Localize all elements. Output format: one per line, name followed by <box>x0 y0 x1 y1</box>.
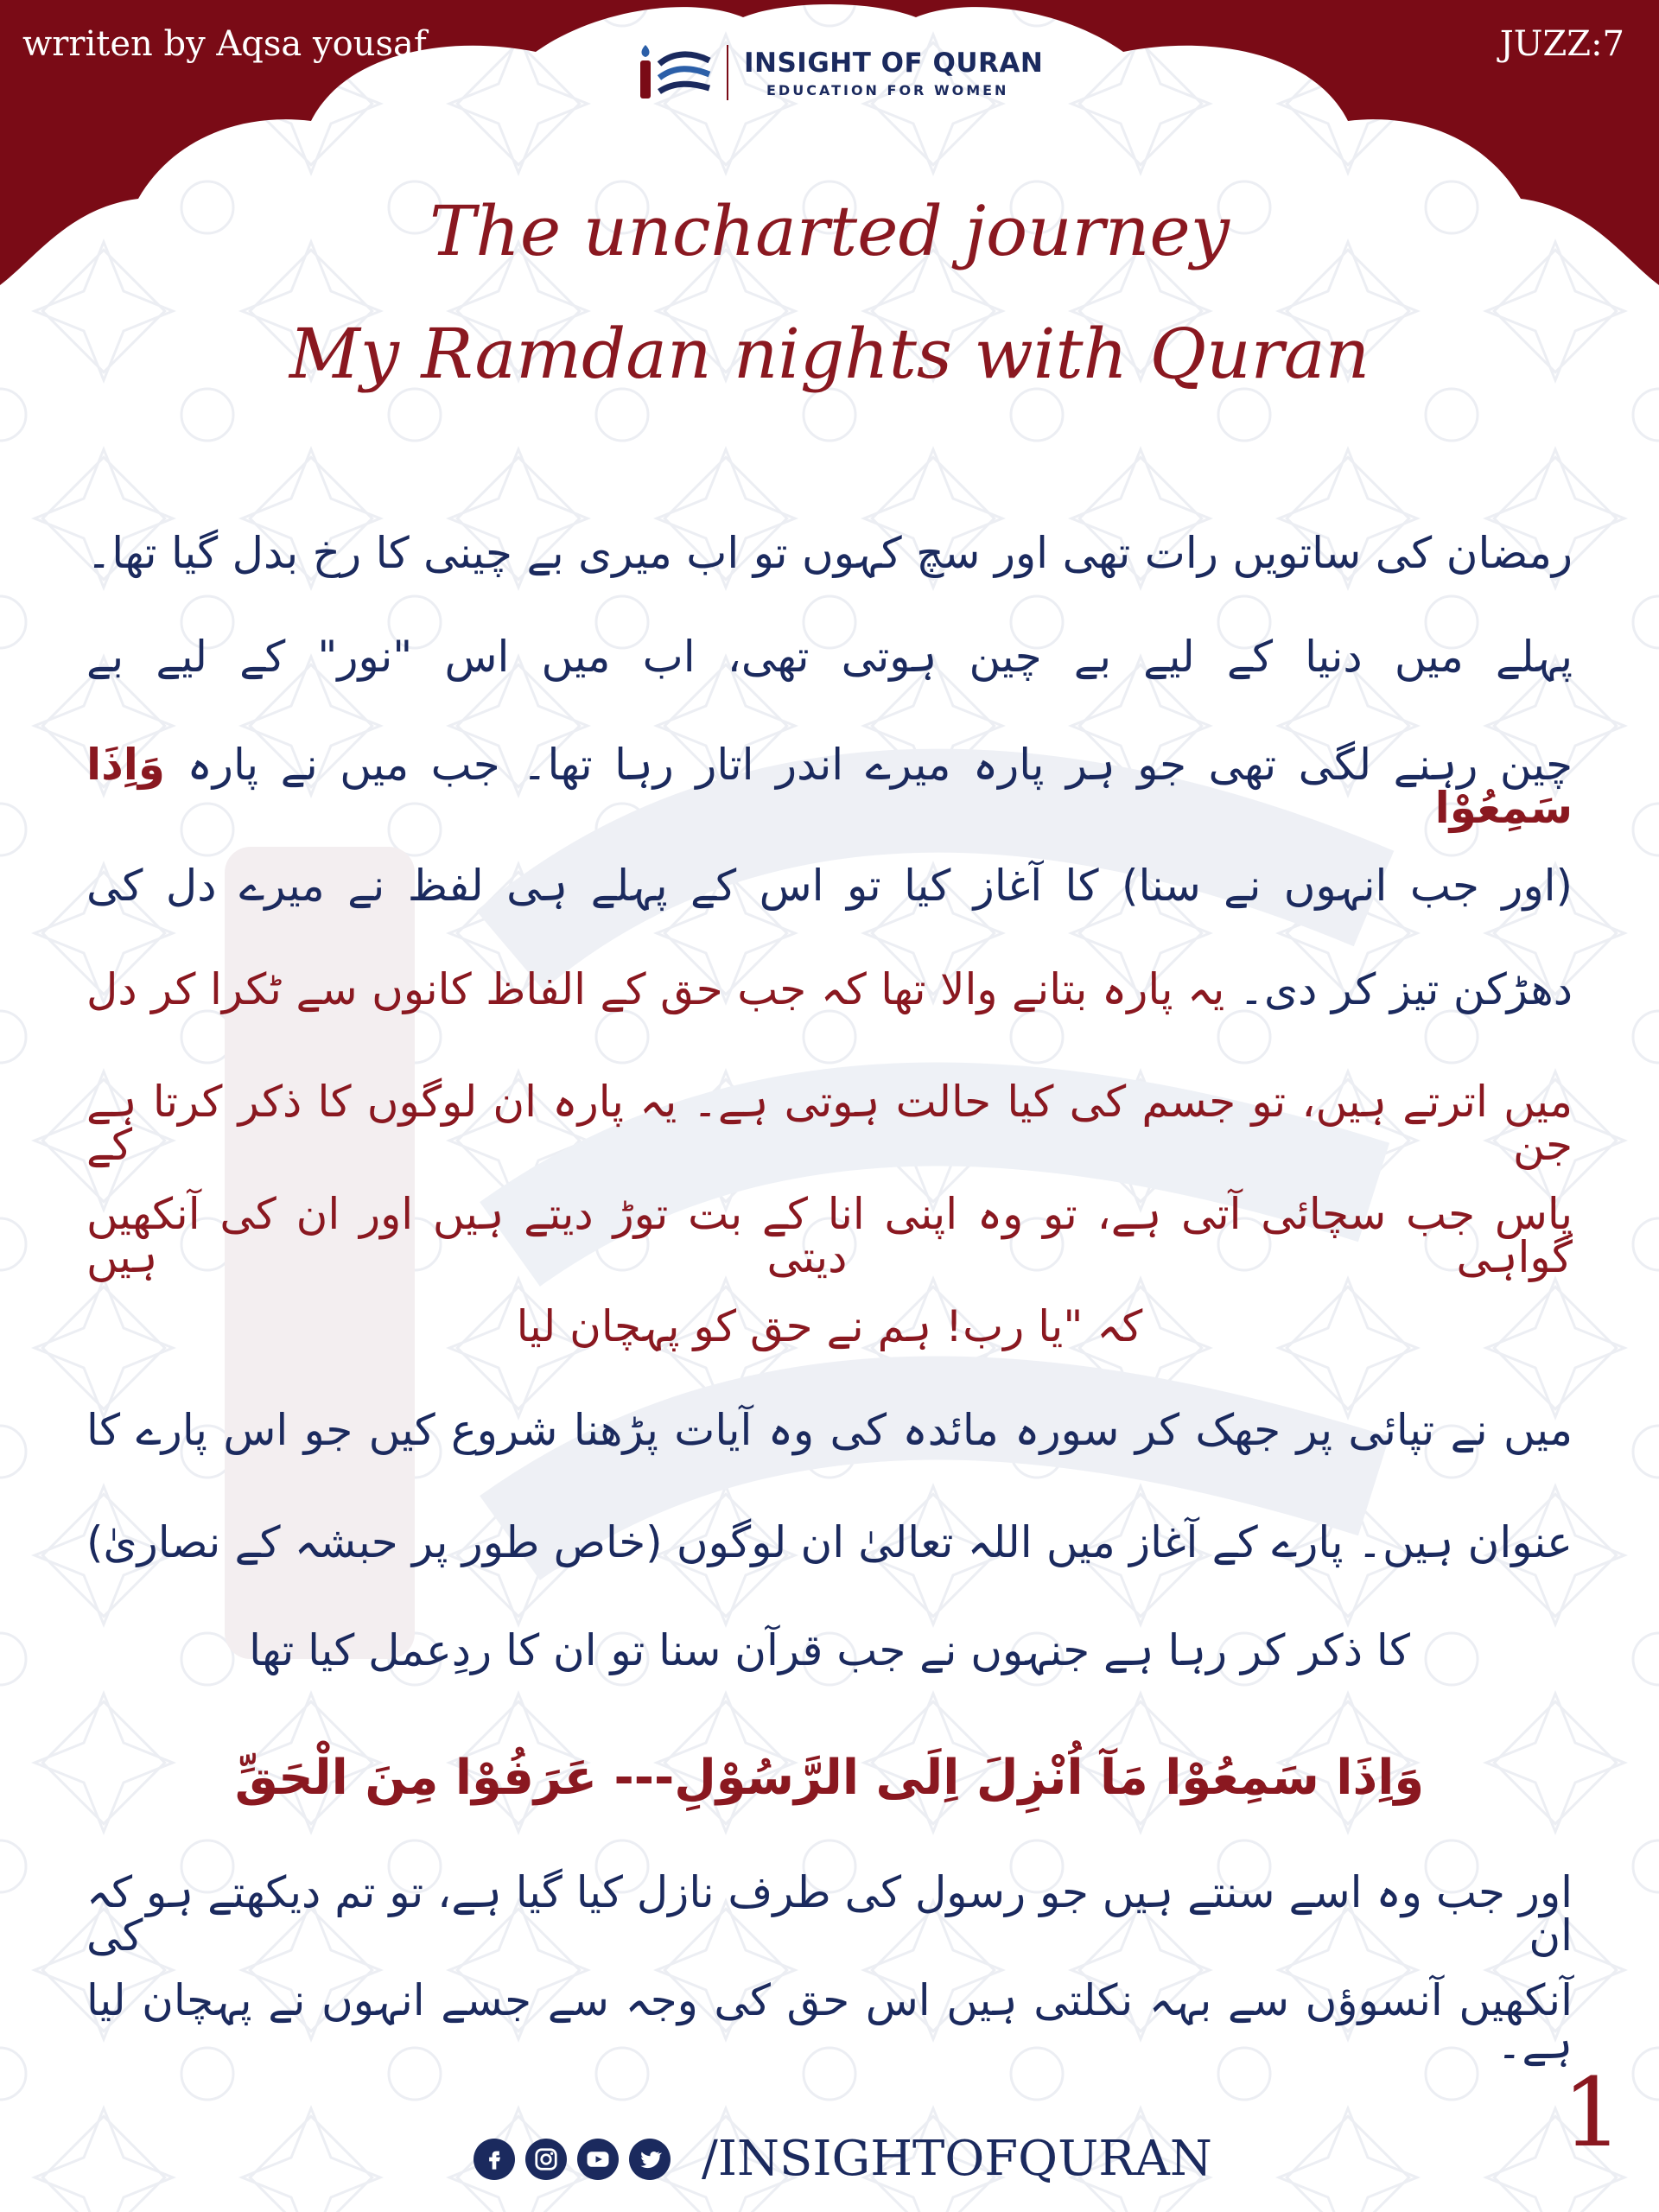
body-line: پاس جب سچائی آتی ہے، تو وہ اپنی انا کے بت توڑ دیتے ہیں اور ان کی آنکھیں گواہی دیتی ہیں <box>86 1189 1573 1282</box>
body-line-highlight: یہ پارہ بتانے والا تھا کہ جب حق کے الفاظ کانوں سے ٹکرا کر دل <box>86 964 1225 1014</box>
title-line-2: My Ramdan nights with Quran <box>289 314 1370 394</box>
body-line: پہلے میں دنیا کے لیے بے چین ہوتی تھی، اب میں اس "نور" کے لیے بے <box>86 632 1573 682</box>
body-line: رمضان کی ساتویں رات تھی اور سچ کہوں تو اب میری بے چینی کا رخ بدل گیا تھا۔ <box>86 528 1573 578</box>
quran-wave-logo-icon <box>635 41 715 104</box>
body-line: کہ "یا رب! ہم نے حق کو پہچان لیا <box>516 1301 1143 1351</box>
logo-divider <box>727 45 728 100</box>
body-line-text: چین رہنے لگی تھی جو ہر پارہ میرے اندر اتار رہا تھا۔ جب میں نے پارہ <box>187 740 1573 790</box>
body-line-mixed <box>86 964 1573 1014</box>
brand-logo <box>635 41 1043 104</box>
body-line-text: دھڑکن تیز کر دی۔ <box>1238 964 1573 1014</box>
facebook-icon[interactable] <box>474 2139 515 2180</box>
youtube-icon[interactable] <box>577 2139 619 2180</box>
body-line: (اور جب انہوں نے سنا) کا آغاز کیا تو اس کے پہلے ہی لفظ نے میرے دل کی <box>86 861 1573 911</box>
author-credit: wrriten by Aqsa yousaf <box>22 24 427 64</box>
page-number: 1 <box>1562 2057 1623 2168</box>
body-line-with-arabic <box>86 740 1573 833</box>
body-line: میں نے تپائی پر جھک کر سورہ مائدہ کی وہ آیات پڑھنا شروع کیں جو اس پارے کا <box>86 1405 1573 1455</box>
arabic-verse: وَاِذَا سَمِعُوْا مَآ اُنْزِلَ اِلَى الرَّسُوْلِ--- عَرَفُوْا مِنَ الْحَقِّ <box>234 1750 1425 1806</box>
logo-title: INSIGHT OF QURAN <box>744 47 1044 79</box>
juz-label: JUZZ:7 <box>1499 24 1624 64</box>
body-line: آنکھیں آنسوؤں سے بہہ نکلتی ہیں اس حق کی وجہ سے جسے انہوں نے پہچان لیا ہے۔ <box>86 1975 1573 2069</box>
twitter-icon[interactable] <box>629 2139 671 2180</box>
instagram-icon[interactable] <box>525 2139 567 2180</box>
logo-subtitle: EDUCATION FOR WOMEN <box>766 81 1009 99</box>
social-footer <box>474 2131 1212 2187</box>
body-line: میں اترتے ہیں، تو جسم کی کیا حالت ہوتی ہے۔ یہ پارہ ان لوگوں کا ذکر کرتا ہے جن کے <box>86 1077 1573 1170</box>
body-line: اور جب وہ اسے سنتے ہیں جو رسول کی طرف نازل کیا گیا ہے، تو تم دیکھتے ہو کہ ان کی <box>86 1867 1573 1961</box>
body-line: عنوان ہیں۔ پارے کے آغاز میں اللہ تعالیٰ ان لوگوں (خاص طور پر حبشہ کے نصاریٰ) <box>86 1517 1573 1567</box>
body-line: کا ذکر کر رہا ہے جنہوں نے جب قرآن سنا تو ان کا ردِعمل کیا تھا <box>249 1625 1410 1675</box>
social-handle[interactable]: /INSIGHTOFQURAN <box>702 2131 1212 2187</box>
arabic-phrase: وَاِذَا سَمِعُوْا <box>86 740 1573 833</box>
title-line-1: The uncharted journey <box>429 191 1230 271</box>
